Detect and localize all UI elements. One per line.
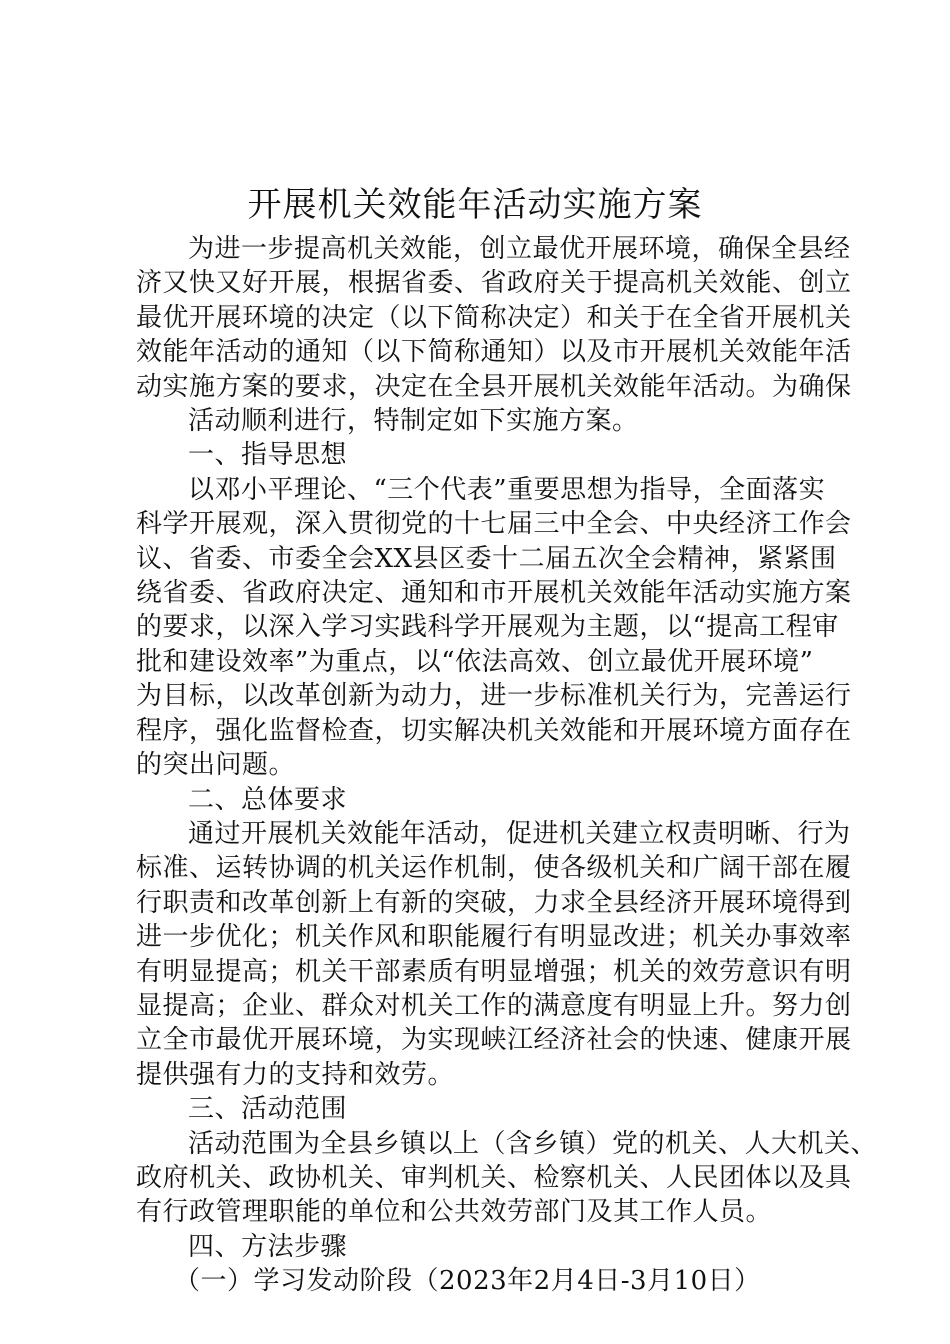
body-line: 的突出问题。 bbox=[136, 750, 296, 781]
body-line: 效能年活动的通知（以下简称通知）以及市开展机关效能年活 bbox=[136, 337, 852, 368]
body-line: 为目标，以改革创新为动力，进一步标准机关行为，完善运行 bbox=[136, 681, 852, 712]
body-line: 通过开展机关效能年活动，促进机关建立权责明晰、行为 bbox=[188, 818, 851, 849]
body-line: 活动范围为全县乡镇以上（含乡镇）党的机关、人大机关、 bbox=[188, 1128, 878, 1159]
body-line: 济又快又好开展，根据省委、省政府关于提高机关效能、创立 bbox=[136, 268, 852, 299]
body-line: 有明显提高；机关干部素质有明显增强；机关的效劳意识有明 bbox=[136, 956, 852, 987]
body-line: 批和建设效率”为重点，以“依法高效、创立最优开展环境” bbox=[136, 646, 814, 677]
body-line: 三、活动范围 bbox=[188, 1094, 348, 1125]
body-line: 动实施方案的要求，决定在全县开展机关效能年活动。为确保 bbox=[136, 371, 852, 402]
body-line: 以邓小平理论、“三个代表”重要思想为指导，全面落实 bbox=[188, 474, 826, 505]
body-line: 政府机关、政协机关、审判机关、检察机关、人民团体以及具 bbox=[136, 1162, 852, 1193]
body-line: 一、指导思想 bbox=[188, 440, 348, 471]
body-line: 有行政管理职能的单位和公共效劳部门及其工作人员。 bbox=[136, 1197, 773, 1228]
body-line: 行职责和改革创新上有新的突破，力求全县经济开展环境得到 bbox=[136, 887, 852, 918]
body-line: 的要求，以深入学习实践科学开展观为主题，以“提高工程审 bbox=[136, 612, 839, 643]
body-line: 进一步优化；机关作风和职能履行有明显改进；机关办事效率 bbox=[136, 922, 852, 953]
body-line: 活动顺利进行，特制定如下实施方案。 bbox=[188, 406, 639, 437]
body-line: 提供强有力的支持和效劳。 bbox=[136, 1059, 455, 1090]
body-line: （一）学习发动阶段（2023年2月4日-3月10日） bbox=[174, 1266, 761, 1297]
body-line: 标准、运转协调的机关运作机制，使各级机关和广阔干部在履 bbox=[136, 853, 852, 884]
body-line: 绕省委、省政府决定、通知和市开展机关效能年活动实施方案 bbox=[136, 578, 852, 609]
document-body bbox=[136, 232, 878, 1299]
body-line: 为进一步提高机关效能，创立最优开展环境，确保全县经 bbox=[188, 234, 851, 264]
body-line: 最优开展环境的决定（以下简称决定）和关于在全省开展机关 bbox=[136, 302, 852, 333]
body-line: 立全市最优开展环境，为实现峡江经济社会的快速、健康开展 bbox=[136, 1025, 852, 1056]
body-line: 二、总体要求 bbox=[188, 784, 348, 815]
body-line: 显提高；企业、群众对机关工作的满意度有明显上升。努力创 bbox=[136, 990, 852, 1021]
body-line: 科学开展观，深入贯彻党的十七届三中全会、中央经济工作会 bbox=[136, 509, 852, 540]
body-line: 程序，强化监督检查，切实解决机关效能和开展环境方面存在 bbox=[136, 715, 852, 746]
document-title: 开展机关效能年活动实施方案 bbox=[247, 185, 703, 225]
body-line: 议、省委、市委全会XX县区委十二届五次全会精神，紧紧围 bbox=[136, 543, 837, 574]
body-line: 四、方法步骤 bbox=[188, 1231, 348, 1262]
